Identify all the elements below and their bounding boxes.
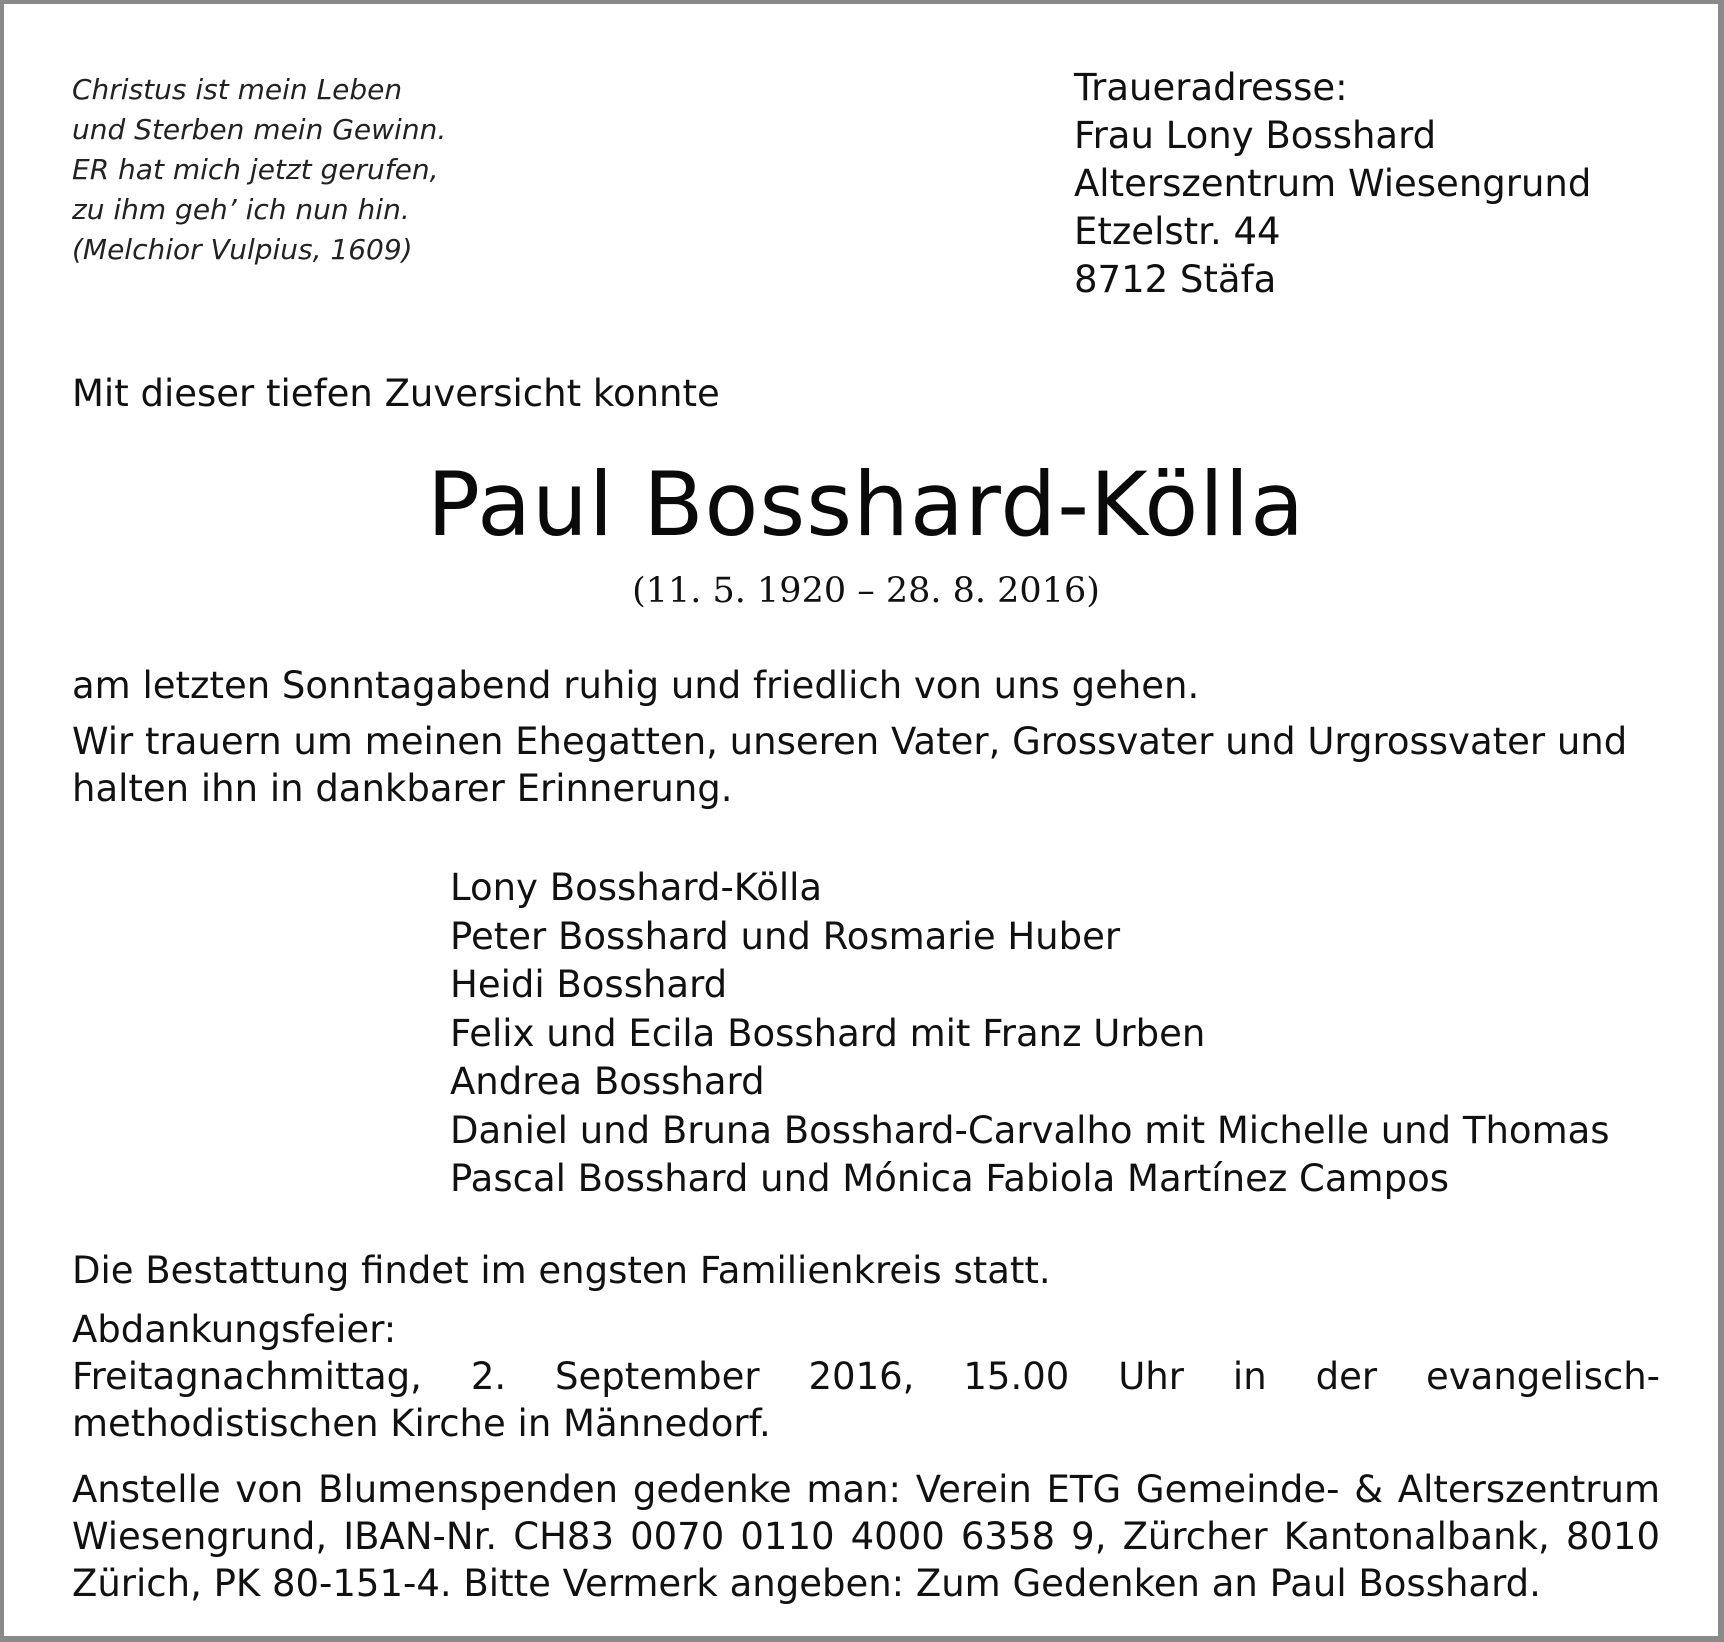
address-line: 8712 Stäfa bbox=[1074, 258, 1277, 301]
mourning-address bbox=[1074, 64, 1694, 304]
bible-verse bbox=[72, 70, 592, 270]
verse-line: und Sterben mein Gewinn. bbox=[72, 113, 447, 146]
mourner-name: Heidi Bosshard bbox=[450, 963, 728, 1006]
verse-line: ER hat mich jetzt gerufen, bbox=[72, 153, 439, 186]
mourners-list bbox=[450, 864, 1690, 1204]
mourner-name: Felix und Ecila Bosshard mit Franz Urben bbox=[450, 1011, 1206, 1055]
address-line: Frau Lony Bosshard bbox=[1074, 114, 1437, 157]
ceremony-heading: Abdankungsfeier: bbox=[72, 1308, 397, 1351]
verse-attribution: (Melchior Vulpius, 1609) bbox=[72, 233, 413, 266]
address-line: Etzelstr. 44 bbox=[1074, 210, 1281, 253]
verse-line: zu ihm geh’ ich nun hin. bbox=[72, 193, 410, 226]
mourner-name: Pascal Bosshard und Mónica Fabiola Martínez Campos bbox=[450, 1157, 1449, 1200]
deceased-name: Paul Bosshard-Kölla bbox=[426, 453, 1306, 556]
burial-text: Die Bestattung findet im engsten Familienkreis statt. bbox=[72, 1249, 1051, 1292]
life-dates: (11. 5. 1920 – 28. 8. 2016) bbox=[632, 571, 1100, 611]
mourner-name: Peter Bosshard und Rosmarie Huber bbox=[450, 914, 1121, 958]
address-line: Alterszentrum Wiesengrund bbox=[1074, 162, 1592, 205]
mourner-name: Andrea Bosshard bbox=[450, 1060, 765, 1103]
ceremony-section bbox=[72, 1306, 1660, 1447]
address-heading: Traueradresse: bbox=[1074, 66, 1348, 109]
mourner-name: Daniel und Bruna Bosshard-Carvalho mit Michelle und Thomas bbox=[450, 1108, 1610, 1152]
passing-text: am letzten Sonntagabend ruhig und friedlich von uns gehen. bbox=[72, 664, 1200, 707]
mourner-name: Lony Bosshard-Kölla bbox=[450, 866, 823, 909]
ceremony-text: Freitagnachmittag, 2. September 2016, 15.00 Uhr in der evangelisch-methodistischen Kirche in Männedorf. bbox=[72, 1355, 1660, 1445]
verse-line: Christus ist mein Leben bbox=[72, 73, 403, 106]
mourning-text: Wir trauern um meinen Ehegatten, unseren Vater, Grossvater und Urgrossvater und halten ihn in dankbarer Erinnerung. bbox=[72, 720, 1628, 810]
donation-text: Anstelle von Blumenspenden gedenke man: Verein ETG Gemeinde- & Alterszentrum Wiesengrund, IBAN-Nr. CH83 0070 0110 4000 6358 9, Zürcher Kantonalbank, 8010 Zürich, PK 80-151-4. Bitte Vermerk angeben: Zum Gedenken an Paul Bosshard. bbox=[72, 1468, 1660, 1605]
intro-text: Mit dieser tiefen Zuversicht konnte bbox=[72, 372, 720, 415]
